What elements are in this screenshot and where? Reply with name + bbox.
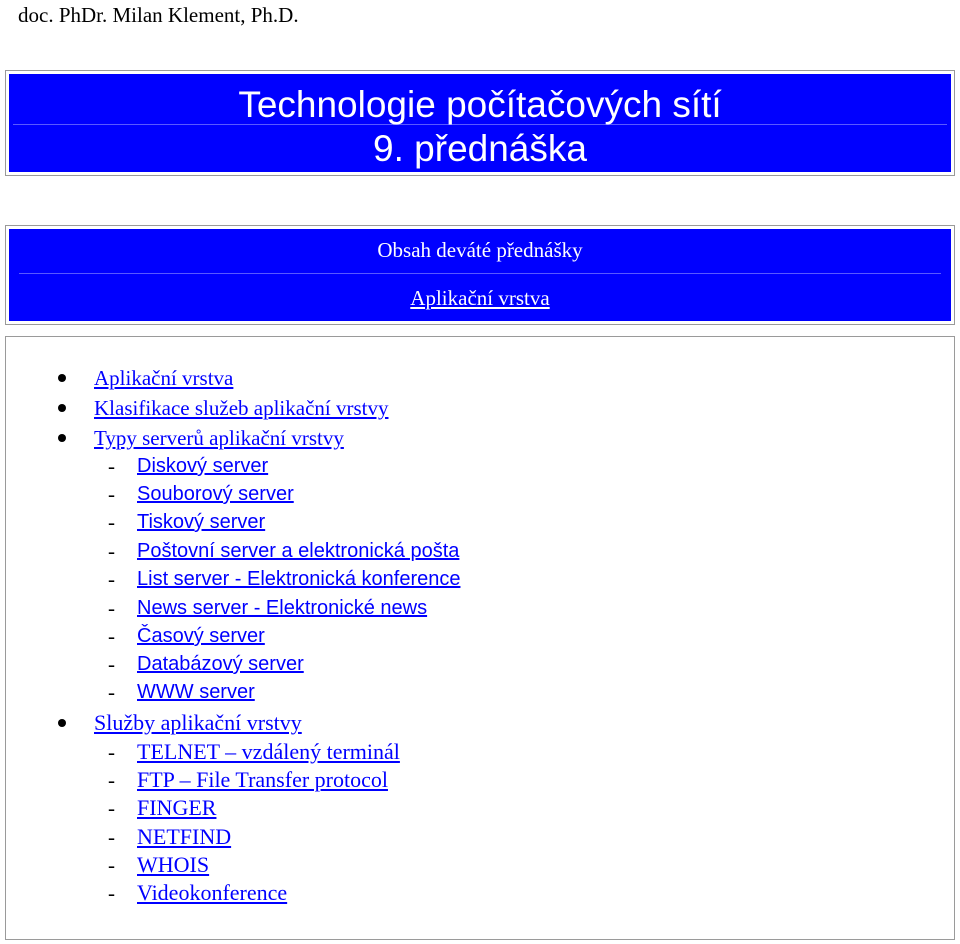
contents-link-wrap: [9, 283, 951, 313]
contents-banner: [5, 225, 955, 325]
list-item: [94, 709, 302, 737]
list-item: [137, 452, 268, 480]
list-item: [137, 622, 265, 650]
link-mail-server[interactable]: Poštovní server a elektronická pošta: [137, 540, 460, 562]
link-www-server[interactable]: WWW server: [137, 681, 255, 703]
dash-marker: -: [108, 624, 115, 648]
list-item: [137, 738, 400, 766]
link-finger[interactable]: FINGER: [137, 795, 217, 820]
dash-marker: -: [108, 510, 115, 534]
dash-marker: -: [108, 454, 115, 478]
divider: [13, 124, 947, 125]
bullet-icon: [58, 374, 66, 382]
list-item: [137, 594, 427, 622]
link-videoconference[interactable]: Videokonference: [137, 880, 288, 905]
dash-marker: -: [108, 796, 115, 820]
bullet-icon: [58, 434, 66, 442]
list-item: [137, 650, 304, 678]
link-server-types[interactable]: Typy serverů aplikační vrstvy: [94, 426, 344, 450]
title-banner: [5, 70, 955, 176]
list-item: [137, 537, 459, 565]
dash-marker: -: [108, 652, 115, 676]
link-file-server[interactable]: Souborový server: [137, 483, 294, 505]
list-item: [137, 794, 216, 822]
topic-list: [5, 336, 955, 940]
list-item: [94, 364, 233, 392]
dash-marker: -: [108, 825, 115, 849]
link-database-server[interactable]: Databázový server: [137, 653, 304, 675]
bullet-icon: [58, 719, 66, 727]
link-service-classification[interactable]: Klasifikace služeb aplikační vrstvy: [94, 396, 389, 420]
link-whois[interactable]: WHOIS: [137, 852, 210, 877]
dash-marker: -: [108, 853, 115, 877]
divider: [19, 273, 941, 274]
dash-marker: -: [108, 482, 115, 506]
dash-marker: -: [108, 680, 115, 704]
link-news-server[interactable]: News server - Elektronické news: [137, 597, 428, 619]
link-netfind[interactable]: NETFIND: [137, 824, 232, 849]
title-banner-inner: [9, 74, 951, 172]
contents-heading: Obsah deváté přednášky: [377, 238, 583, 262]
list-item: [137, 678, 255, 706]
dash-marker: -: [108, 567, 115, 591]
link-print-server[interactable]: Tiskový server: [137, 511, 266, 533]
list-item: [137, 565, 460, 593]
dash-marker: -: [108, 596, 115, 620]
contents-banner-inner: [9, 229, 951, 321]
list-item: [94, 424, 344, 452]
list-item: [94, 394, 388, 422]
lecture-number: 9. přednáška: [373, 128, 587, 169]
list-item: [137, 879, 287, 907]
list-item: [137, 851, 209, 879]
link-disk-server[interactable]: Diskový server: [137, 455, 269, 477]
lecture-title: Technologie počítačových sítí: [238, 84, 722, 125]
link-ftp[interactable]: FTP – File Transfer protocol: [137, 767, 388, 792]
dash-marker: -: [108, 539, 115, 563]
link-telnet[interactable]: TELNET – vzdálený terminál: [137, 739, 400, 764]
list-item: [137, 823, 231, 851]
list-item: [137, 766, 388, 794]
contents-link-application-layer[interactable]: Aplikační vrstva: [410, 286, 550, 310]
dash-marker: -: [108, 881, 115, 905]
link-application-layer[interactable]: Aplikační vrstva: [94, 366, 234, 390]
dash-marker: -: [108, 768, 115, 792]
list-item: [137, 508, 265, 536]
author-name: doc. PhDr. Milan Klement, Ph.D.: [18, 3, 299, 27]
list-item: [137, 480, 294, 508]
link-time-server[interactable]: Časový server: [137, 625, 265, 647]
bullet-icon: [58, 404, 66, 412]
dash-marker: -: [108, 740, 115, 764]
link-application-services[interactable]: Služby aplikační vrstvy: [94, 710, 302, 735]
link-list-server[interactable]: List server - Elektronická konference: [137, 568, 461, 590]
